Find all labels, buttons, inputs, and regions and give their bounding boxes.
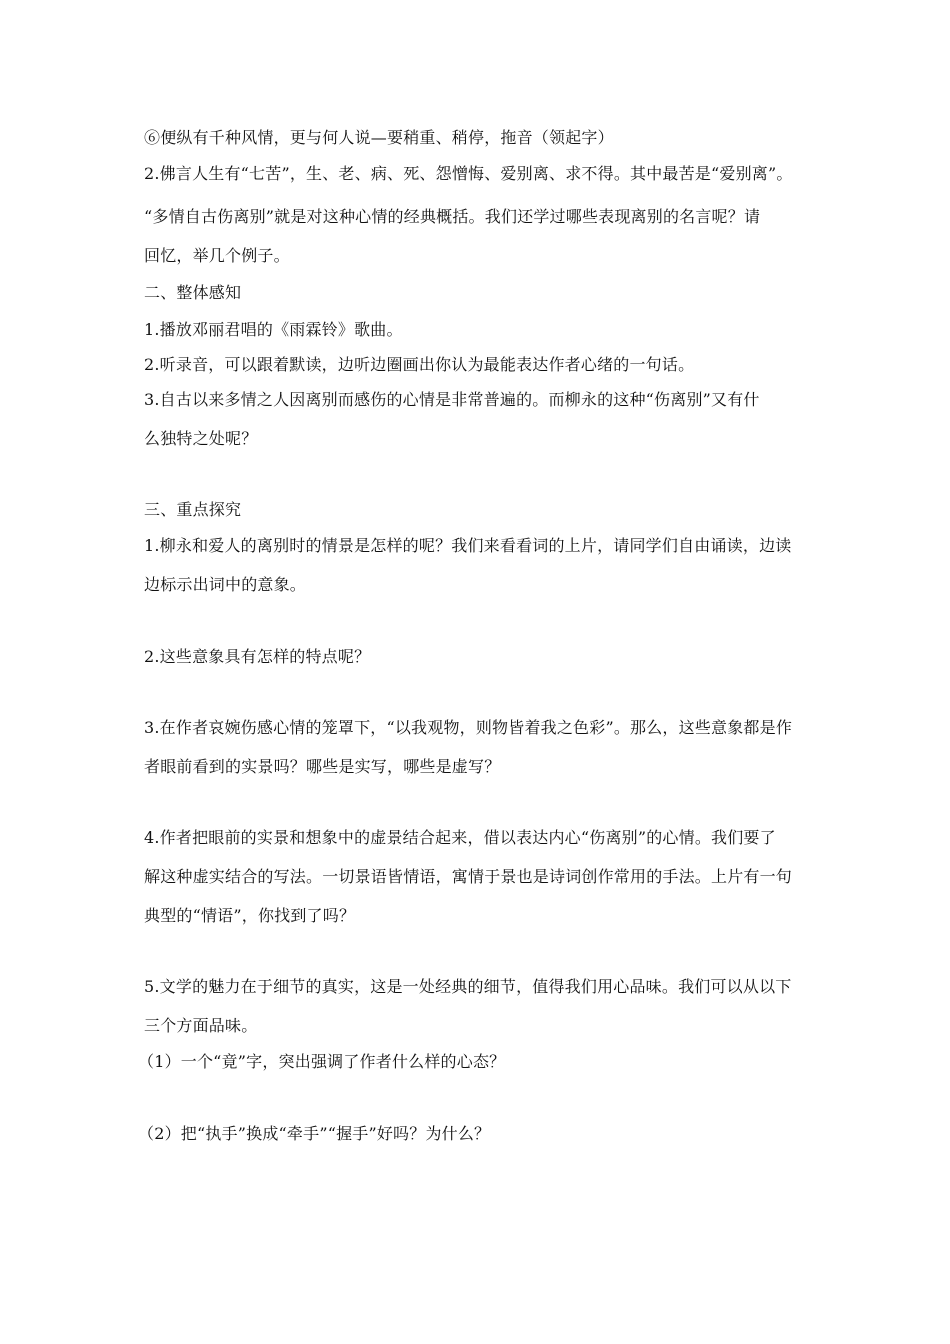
text-line: 么独特之处呢？ xyxy=(144,429,258,448)
text-line: 2.这些意象具有怎样的特点呢？ xyxy=(144,647,371,666)
text-line: 三个方面品味。 xyxy=(144,1016,258,1035)
text-line: “多情自古伤离别”就是对这种心情的经典概括。我们还学过哪些表现离别的名言呢？请 xyxy=(144,207,761,226)
text-line: 1.柳永和爱人的离别时的情景是怎样的呢？我们来看看词的上片，请同学们自由诵读，边读 xyxy=(144,536,792,555)
text-line: 典型的“情语”，你找到了吗？ xyxy=(144,906,356,925)
text-line: 回忆，举几个例子。 xyxy=(144,246,290,265)
text-line: 解这种虚实结合的写法。一切景语皆情语，寓情于景也是诗词创作常用的手法。上片有一句 xyxy=(144,867,793,886)
section-heading: 二、整体感知 xyxy=(144,283,242,302)
text-line: 3.在作者哀婉伤感心情的笼罩下，“以我观物，则物皆着我之色彩”。那么，这些意象都是作 xyxy=(144,718,793,737)
text-line: （2）把“执手”换成“牵手”“握手”好吗？为什么？ xyxy=(138,1124,491,1143)
text-line: 1.播放邓丽君唱的《雨霖铃》歌曲。 xyxy=(144,320,403,339)
text-line: ⑥便纵有千种风情，更与何人说—要稍重、稍停，拖音（领起字） xyxy=(144,128,614,147)
text-line: 5.文学的魅力在于细节的真实，这是一处经典的细节，值得我们用心品味。我们可以从以下 xyxy=(144,977,792,996)
text-line: 3.自古以来多情之人因离别而感伤的心情是非常普遍的。而柳永的这种“伤离别”又有什 xyxy=(144,390,760,409)
text-line: 2.佛言人生有“七苦”，生、老、病、死、怨憎悔、爱别离、求不得。其中最苦是“爱别离”。 xyxy=(144,164,793,183)
section-heading: 三、重点探究 xyxy=(144,500,242,519)
text-line: 4.作者把眼前的实景和想象中的虚景结合起来，借以表达内心“伤离别”的心情。我们要了 xyxy=(144,828,776,847)
text-line: 边标示出词中的意象。 xyxy=(144,575,307,594)
text-line: 2.听录音，可以跟着默读，边听边圈画出你认为最能表达作者心绪的一句话。 xyxy=(144,355,695,374)
text-line: 者眼前看到的实景吗？哪些是实写，哪些是虚写？ xyxy=(144,757,501,776)
text-line: （1）一个“竟”字，突出强调了作者什么样的心态？ xyxy=(138,1052,506,1071)
